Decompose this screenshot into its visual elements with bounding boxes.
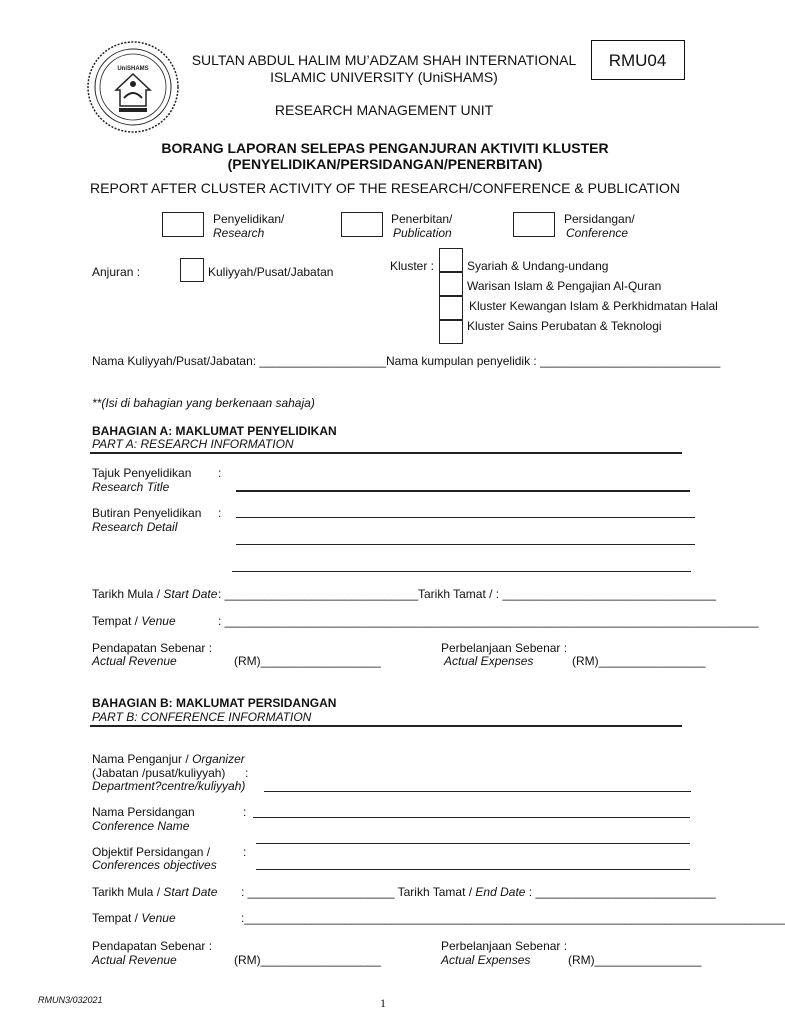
form-title-line2: (PENYELIDIKAN/PERSIDANGAN/PENERBITAN) — [227, 156, 543, 172]
part-b-divider — [90, 725, 682, 727]
university-logo — [86, 40, 180, 134]
kluster-warisan-label: Warisan Islam & Pengajian Al-Quran — [467, 279, 662, 293]
document-reference: RMUN3/032021 — [38, 995, 103, 1005]
university-seal-icon — [86, 40, 180, 134]
revenue-a-field[interactable]: (RM)__________________ — [234, 654, 381, 668]
research-label-en: Research — [213, 226, 265, 240]
page-number: 1 — [380, 996, 386, 1010]
form-title-english: REPORT AFTER CLUSTER ACTIVITY OF THE RESEARCH/CONFERENCE & PUBLICATION — [90, 180, 680, 196]
publication-label: Penerbitan/ — [391, 212, 453, 226]
kuliyyah-label: Kuliyyah/Pusat/Jabatan — [208, 265, 334, 279]
research-detail-line-2[interactable] — [236, 544, 695, 545]
fill-note: **(Isi di bahagian yang berkenaan sahaja) — [92, 396, 315, 410]
venue-a-field[interactable]: : ________________________________________________________________________________ — [218, 614, 759, 628]
anjuran-label: Anjuran : — [92, 265, 141, 279]
research-detail-label-en: Research Detail — [92, 520, 178, 534]
kluster-sains-label: Kluster Sains Perubatan & Teknologi — [467, 319, 662, 333]
organizer-label — [92, 752, 245, 766]
conference-label-en: Conference — [566, 226, 629, 240]
nama-kuliyyah-field[interactable]: Nama Kuliyyah/Pusat/Jabatan: ___________________ — [92, 354, 387, 368]
revenue-a-label: Pendapatan Sebenar : — [92, 641, 213, 655]
date-b-field[interactable] — [241, 885, 716, 899]
start-date-a-field[interactable]: : _____________________________ — [218, 587, 419, 601]
venue-b-label: Tempat / — [92, 911, 142, 925]
organizer-label-ms: Nama Penganjur / — [92, 752, 193, 766]
conference-name-colon: : — [243, 805, 247, 819]
kluster-sains-checkbox[interactable] — [439, 320, 463, 344]
organizer-label-en: Organizer — [192, 752, 245, 766]
part-b-heading: BAHAGIAN B: MAKLUMAT PERSIDANGAN — [92, 696, 337, 710]
kluster-syariah-checkbox[interactable] — [439, 248, 463, 272]
conference-name-label: Nama Persidangan — [92, 805, 195, 819]
start-date-b-label-en: Start Date — [163, 885, 218, 899]
conference-name-line-1[interactable] — [253, 817, 690, 818]
end-date-b-label-en: End Date — [475, 885, 526, 899]
expenses-b-field[interactable]: (RM)________________ — [568, 953, 702, 967]
research-detail-line-3[interactable] — [232, 571, 691, 572]
research-label: Penyelidikan/ — [213, 212, 285, 226]
form-title-line1: BORANG LAPORAN SELEPAS PENGANJURAN AKTIVITI KLUSTER — [161, 140, 609, 156]
organizer-colon: : — [245, 766, 249, 780]
expenses-a-field[interactable]: (RM)________________ — [572, 654, 706, 668]
venue-a-label-en: Venue — [141, 614, 176, 628]
expenses-b-label: Perbelanjaan Sebenar : — [441, 939, 568, 953]
form-code-box — [591, 40, 685, 80]
university-name-line2: ISLAMIC UNIVERSITY (UniSHAMS) — [270, 69, 498, 85]
revenue-b-field[interactable]: (RM)__________________ — [234, 953, 381, 967]
research-title-label: Tajuk Penyelidikan — [92, 466, 192, 480]
research-detail-colon: : — [218, 506, 222, 520]
start-date-a — [92, 587, 217, 601]
expenses-b-label-en: Actual Expenses — [441, 953, 531, 967]
start-date-a-label-en: Start Date — [163, 587, 218, 601]
venue-b-field[interactable]: :_________________________________________________________________________________ — [241, 911, 785, 925]
research-detail-label: Butiran Penyelidikan — [92, 506, 202, 520]
venue-a — [92, 614, 176, 628]
research-detail-line-1[interactable] — [236, 517, 695, 518]
research-title-colon: : — [218, 466, 222, 480]
university-name-line1: SULTAN ABDUL HALIM MU’ADZAM SHAH INTERNATIONAL — [191, 52, 577, 68]
conference-name-label-en: Conference Name — [92, 819, 190, 833]
organizer-label-3: Department?centre/kuliyyah) — [92, 779, 246, 793]
revenue-b-label-en: Actual Revenue — [92, 953, 177, 967]
nama-kumpulan-field[interactable]: Nama kumpulan penyelidik : ___________________________ — [386, 354, 721, 368]
kluster-kewangan-checkbox[interactable] — [439, 296, 463, 320]
research-checkbox[interactable] — [162, 212, 204, 237]
conference-name-line-2[interactable] — [256, 843, 690, 844]
objectives-line[interactable] — [256, 869, 690, 870]
objectives-colon: : — [243, 845, 247, 859]
expenses-a-label: Perbelanjaan Sebenar : — [441, 641, 568, 655]
kuliyyah-checkbox[interactable] — [180, 258, 204, 282]
research-title-line[interactable] — [236, 490, 690, 492]
end-date-b-line: : ___________________________ — [525, 885, 716, 899]
revenue-b-label: Pendapatan Sebenar : — [92, 939, 213, 953]
part-a-heading-en: PART A: RESEARCH INFORMATION — [92, 437, 294, 451]
kluster-warisan-checkbox[interactable] — [439, 272, 463, 296]
objectives-label: Objektif Persidangan / — [92, 845, 211, 859]
venue-b-label-en: Venue — [141, 911, 176, 925]
start-date-a-label: Tarikh Mula / — [92, 587, 164, 601]
objectives-label-en: Conferences objectives — [92, 858, 217, 872]
venue-b — [92, 911, 176, 925]
part-b-heading-en: PART B: CONFERENCE INFORMATION — [92, 710, 312, 724]
revenue-a-label-en: Actual Revenue — [92, 654, 177, 668]
expenses-a-label-en: Actual Expenses — [444, 654, 534, 668]
start-date-b — [92, 885, 217, 899]
kluster-label: Kluster : — [390, 259, 435, 273]
kluster-syariah-label: Syariah & Undang-undang — [467, 259, 609, 273]
unit-name: RESEARCH MANAGEMENT UNIT — [274, 102, 494, 118]
publication-checkbox[interactable] — [341, 212, 383, 237]
start-date-b-label: Tarikh Mula / — [92, 885, 164, 899]
part-a-divider — [90, 452, 682, 454]
part-a-heading: BAHAGIAN A: MAKLUMAT PENYELIDIKAN — [92, 424, 337, 438]
venue-a-label: Tempat / — [92, 614, 142, 628]
start-end-date-b-line: : ______________________ Tarikh Tamat / — [241, 885, 476, 899]
logo-text: UniSHAMS — [117, 66, 149, 72]
conference-label: Persidangan/ — [564, 212, 635, 226]
form-code: RMU04 — [608, 51, 667, 70]
organizer-line[interactable] — [264, 791, 691, 792]
research-title-label-en: Research Title — [92, 480, 170, 494]
organizer-label-2: (Jabatan /pusat/kuliyyah) — [92, 766, 226, 780]
end-date-a-field[interactable]: Tarikh Tamat / : ________________________________ — [418, 587, 717, 601]
conference-checkbox[interactable] — [513, 212, 555, 237]
kluster-kewangan-label: Kluster Kewangan Islam & Perkhidmatan Halal — [469, 299, 718, 313]
publication-label-en: Publication — [393, 226, 452, 240]
